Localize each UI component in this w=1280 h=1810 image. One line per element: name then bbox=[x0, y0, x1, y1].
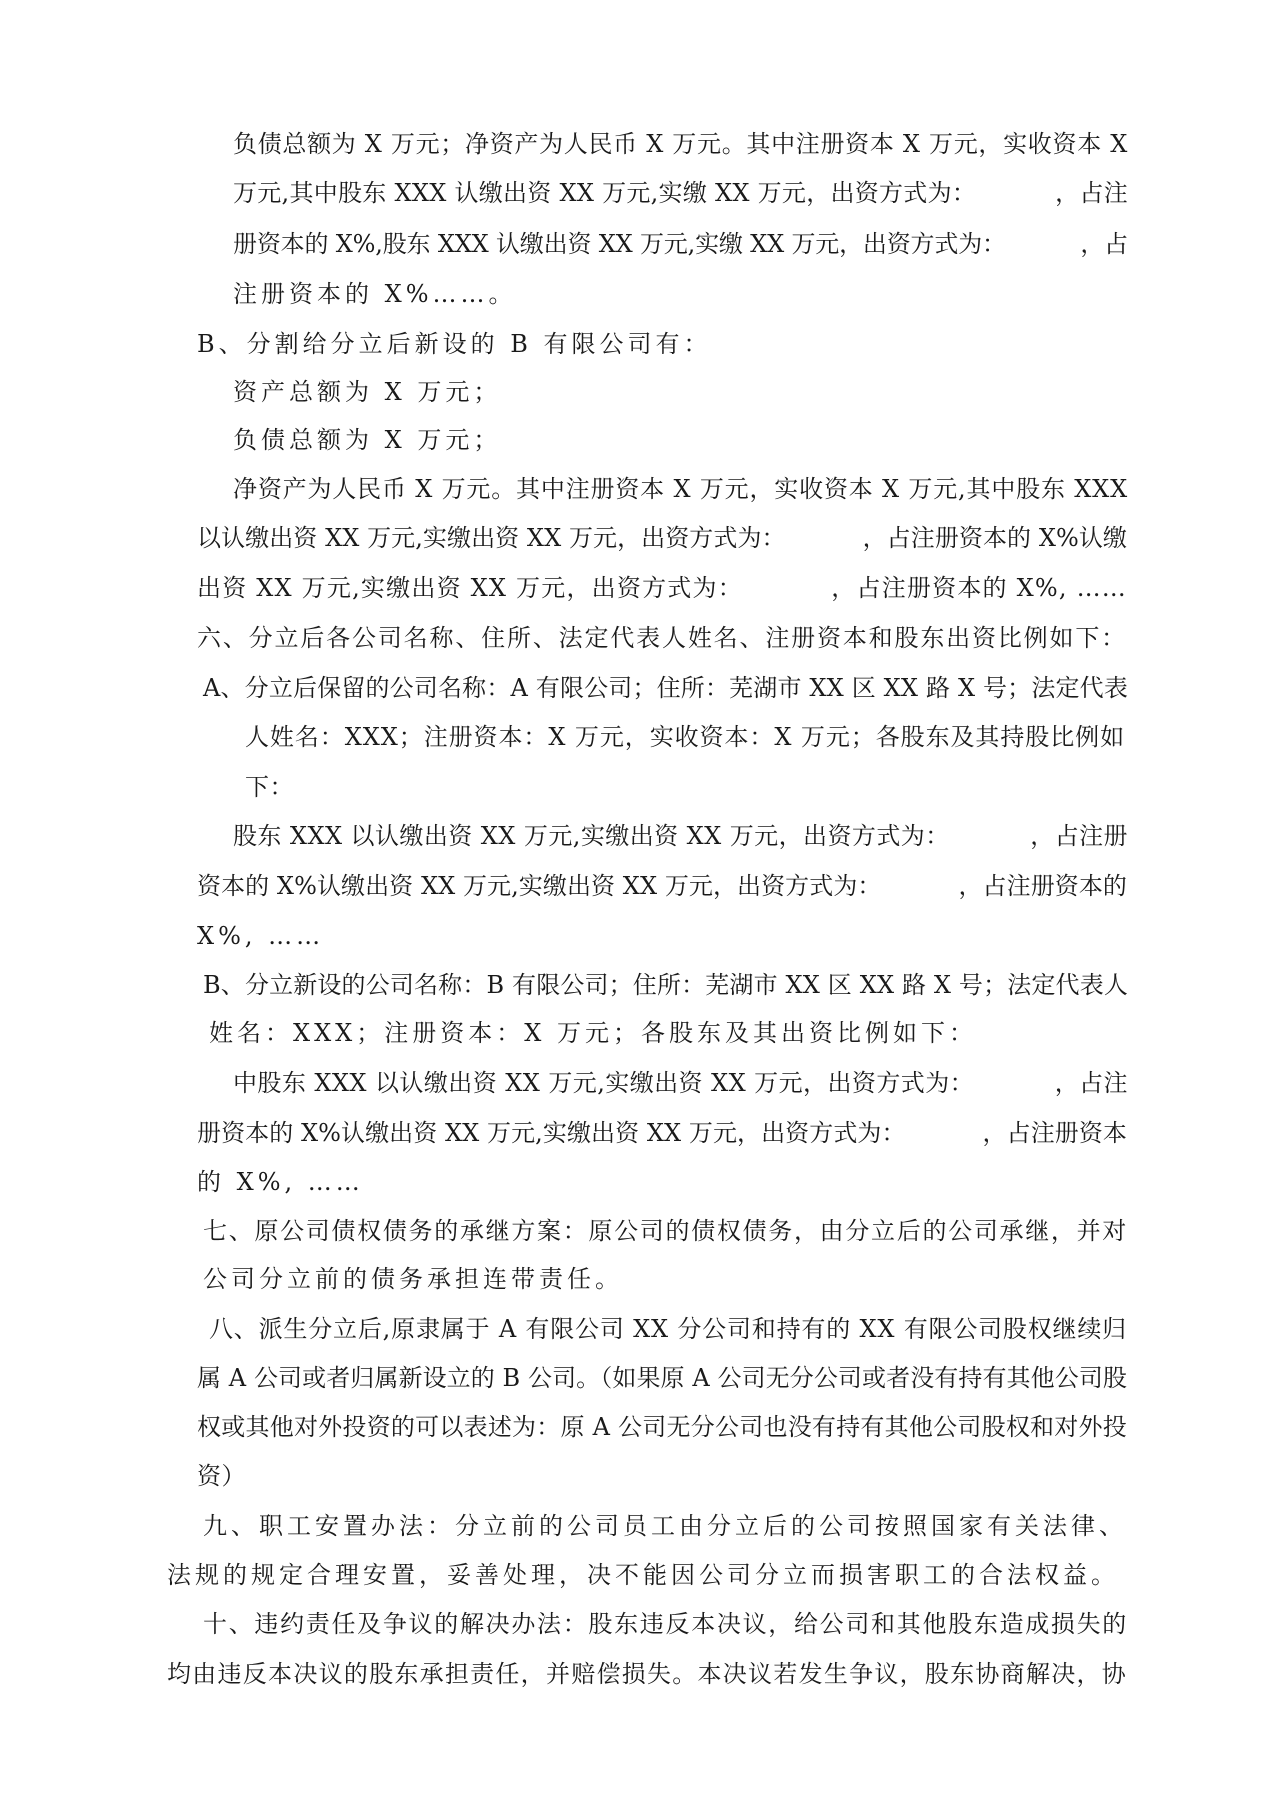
text-line: 下： bbox=[245, 773, 294, 801]
text-line: 法规的规定合理安置，妥善处理，决不能因公司分立而损害职工的合法权益。 bbox=[167, 1561, 1119, 1589]
text-line: B、分立新设的公司名称：B 有限公司；住所：芜湖市 XX 区 XX 路 X 号；法定代表人 bbox=[203, 971, 1128, 999]
text-line: 以认缴出资 XX 万元,实缴出资 XX 万元，出资方式为： ，占注册资本的 X%认缴 bbox=[197, 524, 1127, 552]
text-line: 的 X%, …… bbox=[197, 1168, 364, 1196]
text-line: A、分立后保留的公司名称：A 有限公司；住所：芜湖市 XX 区 XX 路 X 号；法定代表 bbox=[203, 674, 1128, 702]
text-line: X%, …… bbox=[197, 922, 325, 950]
text-line: 七、原公司债权债务的承继方案：原公司的债权债务，由分立后的公司承继，并对 bbox=[203, 1217, 1128, 1245]
text-line: 六、分立后各公司名称、住所、法定代表人姓名、注册资本和股东出资比例如下： bbox=[197, 624, 1127, 652]
text-line: 中股东 XXX 以认缴出资 XX 万元,实缴出资 XX 万元，出资方式为： ，占注 bbox=[233, 1069, 1128, 1097]
text-line: 出资 XX 万元,实缴出资 XX 万元，出资方式为： ，占注册资本的 X%, …… bbox=[197, 574, 1127, 602]
text-line: 属 A 公司或者归属新设立的 B 公司。（如果原 A 公司无分公司或者没有持有其他公司股 bbox=[197, 1364, 1127, 1392]
text-line: 净资产为人民币 X 万元。其中注册资本 X 万元，实收资本 X 万元,其中股东 XXX bbox=[233, 475, 1128, 503]
text-line: 八、派生分立后,原隶属于 A 有限公司 XX 分公司和持有的 XX 有限公司股权继续归 bbox=[209, 1315, 1127, 1343]
text-line: 资产总额为 X 万元； bbox=[233, 378, 502, 406]
text-line: 姓名：XXX；注册资本：X 万元；各股东及其出资比例如下： bbox=[209, 1019, 977, 1047]
text-line: 资本的 X%认缴出资 XX 万元,实缴出资 XX 万元，出资方式为： ，占注册资本的 bbox=[197, 872, 1127, 900]
text-line: 负债总额为 X 万元；净资产为人民币 X 万元。其中注册资本 X 万元，实收资本 X bbox=[233, 130, 1128, 158]
text-line: 权或其他对外投资的可以表述为：原 A 公司无分公司也没有持有其他公司股权和对外投 bbox=[197, 1413, 1127, 1441]
text-line: 均由违反本决议的股东承担责任，并赔偿损失。本决议若发生争议，股东协商解决，协 bbox=[167, 1660, 1127, 1688]
text-line: 负债总额为 X 万元； bbox=[233, 426, 502, 454]
text-line: 股东 XXX 以认缴出资 XX 万元,实缴出资 XX 万元，出资方式为： ，占注册 bbox=[233, 822, 1128, 850]
text-line: 册资本的 X%认缴出资 XX 万元,实缴出资 XX 万元，出资方式为： ，占注册资本 bbox=[197, 1119, 1127, 1147]
text-line: 人姓名：XXX；注册资本：X 万元，实收资本：X 万元；各股东及其持股比例如 bbox=[245, 723, 1125, 751]
text-line: 注册资本的 X%……。 bbox=[233, 280, 517, 308]
text-line: 资） bbox=[197, 1462, 246, 1490]
text-line: 万元,其中股东 XXX 认缴出资 XX 万元,实缴 XX 万元，出资方式为： ，占注 bbox=[233, 179, 1128, 207]
text-line: 九、职工安置办法：分立前的公司员工由分立后的公司按照国家有关法律、 bbox=[203, 1512, 1127, 1540]
text-line: 册资本的 X%,股东 XXX 认缴出资 XX 万元,实缴 XX 万元，出资方式为： ，占 bbox=[233, 230, 1128, 258]
text-line: B、分割给分立后新设的 B 有限公司有： bbox=[197, 330, 712, 358]
text-line: 十、违约责任及争议的解决办法：股东违反本决议，给公司和其他股东造成损失的 bbox=[203, 1610, 1128, 1638]
text-line: 公司分立前的债务承担连带责任。 bbox=[203, 1265, 623, 1293]
